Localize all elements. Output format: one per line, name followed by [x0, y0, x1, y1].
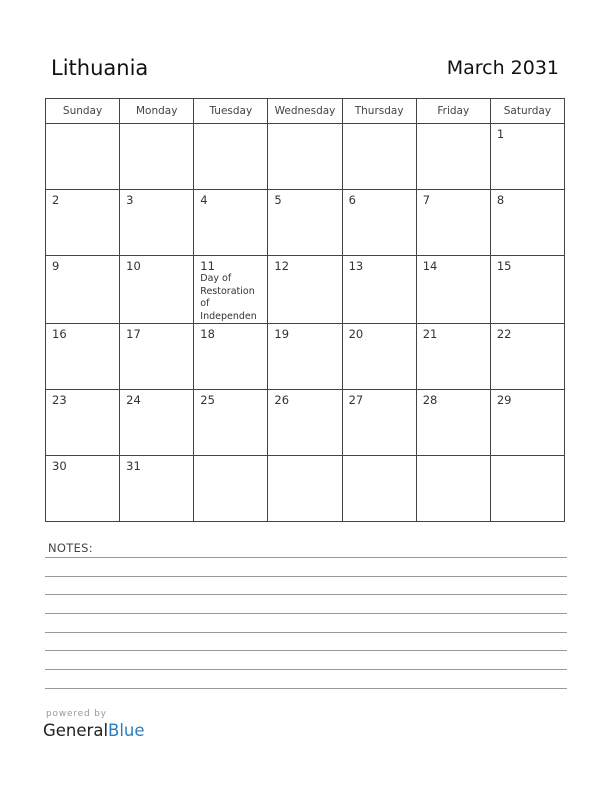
- day-number: 3: [126, 193, 134, 207]
- calendar-day-cell: [342, 390, 416, 456]
- day-number: 12: [274, 259, 290, 273]
- day-number: 20: [348, 327, 364, 341]
- calendar-grid: [45, 98, 565, 522]
- country-title: Lithuania: [51, 56, 149, 80]
- calendar-day-cell: [490, 124, 564, 190]
- holiday-event: Day of Restoration of Independen: [200, 273, 257, 322]
- day-number: 25: [200, 393, 215, 407]
- calendar-day-cell: [342, 256, 416, 324]
- notes-line: [45, 557, 567, 558]
- day-number: 1: [496, 127, 505, 141]
- calendar-day-cell: [416, 124, 490, 190]
- calendar-day-cell: [416, 190, 490, 256]
- weekday-header-row: [46, 99, 565, 124]
- day-number: 14: [422, 259, 438, 273]
- weekday-thursday: Thursday: [342, 99, 416, 124]
- calendar-day-cell: [120, 190, 194, 256]
- calendar-day-cell: [268, 256, 342, 324]
- calendar-day-cell: [268, 124, 342, 190]
- calendar-day-cell: [194, 324, 268, 390]
- calendar-day-cell: [416, 456, 490, 522]
- day-number: 19: [274, 327, 290, 341]
- calendar-day-cell: [342, 324, 416, 390]
- calendar-day-cell: [194, 124, 268, 190]
- day-number: 2: [52, 193, 60, 207]
- calendar-day-cell: [490, 456, 564, 522]
- day-number: 23: [52, 393, 67, 407]
- calendar-day-cell: [490, 324, 564, 390]
- day-number: 18: [200, 327, 215, 341]
- day-number: 13: [348, 259, 364, 273]
- day-number: 5: [274, 193, 282, 207]
- day-number: 28: [422, 393, 438, 407]
- day-number: 31: [126, 459, 141, 473]
- day-number: 17: [126, 327, 141, 341]
- calendar-week-row: [46, 456, 565, 522]
- weekday-monday: Monday: [120, 99, 194, 124]
- day-number: 10: [126, 259, 141, 273]
- calendar-day-cell: [120, 256, 194, 324]
- calendar-day-cell: [490, 390, 564, 456]
- calendar-day-cell: [342, 190, 416, 256]
- calendar-day-cell: [416, 256, 490, 324]
- day-number: 15: [496, 259, 512, 273]
- day-number: 24: [126, 393, 141, 407]
- notes-line: [45, 632, 567, 633]
- calendar-day-cell: [120, 456, 194, 522]
- calendar-day-cell: [46, 256, 120, 324]
- weekday-saturday: Saturday: [490, 99, 564, 124]
- day-number: 16: [52, 327, 67, 341]
- calendar-week-row: [46, 324, 565, 390]
- day-number: 6: [348, 193, 356, 207]
- calendar-day-cell: [120, 390, 194, 456]
- day-number: 29: [496, 393, 512, 407]
- calendar-day-cell: [194, 390, 268, 456]
- notes-line: [45, 669, 567, 670]
- day-number: 21: [422, 327, 438, 341]
- day-number: 7: [422, 193, 431, 207]
- day-number: 26: [274, 393, 290, 407]
- month-year-title: March 2031: [446, 57, 559, 79]
- notes-line: [45, 688, 567, 689]
- calendar-day-cell: [46, 456, 120, 522]
- day-number: 27: [348, 393, 364, 407]
- calendar-day-cell: [490, 190, 564, 256]
- calendar-day-cell: [268, 324, 342, 390]
- calendar-day-cell: [416, 390, 490, 456]
- notes-line: [45, 576, 567, 577]
- notes-line: [45, 594, 567, 595]
- calendar-day-cell: [46, 324, 120, 390]
- calendar-day-cell: [120, 124, 194, 190]
- calendar-day-cell: [46, 390, 120, 456]
- brand-general: General: [43, 721, 109, 740]
- calendar-day-cell: [490, 256, 564, 324]
- calendar-day-cell: [342, 124, 416, 190]
- notes-line: [45, 613, 567, 614]
- calendar-day-cell: [46, 124, 120, 190]
- calendar-week-row: [46, 390, 565, 456]
- weekday-tuesday: Tuesday: [194, 99, 268, 124]
- calendar-week-row: [46, 124, 565, 190]
- powered-by-text: powered by: [46, 709, 107, 719]
- weekday-sunday: Sunday: [46, 99, 120, 124]
- calendar-day-cell: [268, 390, 342, 456]
- calendar-day-cell: [194, 190, 268, 256]
- calendar-day-cell: [268, 456, 342, 522]
- day-number: 8: [496, 193, 505, 207]
- day-number: 11: [200, 259, 215, 273]
- calendar-day-cell: [120, 324, 194, 390]
- day-number: 9: [52, 259, 60, 273]
- calendar-day-cell: [342, 456, 416, 522]
- notes-line: [45, 650, 567, 651]
- day-number: 30: [52, 459, 67, 473]
- weekday-friday: Friday: [416, 99, 490, 124]
- day-number: 4: [200, 193, 208, 207]
- calendar-week-row: [46, 190, 565, 256]
- brand-blue: Blue: [108, 721, 145, 740]
- generalblue-logo[interactable]: [43, 721, 145, 740]
- calendar-day-cell: [194, 256, 268, 324]
- calendar-day-cell: [416, 324, 490, 390]
- calendar-day-cell: [46, 190, 120, 256]
- calendar-day-cell: [268, 190, 342, 256]
- calendar-week-row: [46, 256, 565, 324]
- calendar-day-cell: [194, 456, 268, 522]
- notes-label: NOTES:: [48, 541, 93, 555]
- weekday-wednesday: Wednesday: [268, 99, 342, 124]
- day-number: 22: [496, 327, 512, 341]
